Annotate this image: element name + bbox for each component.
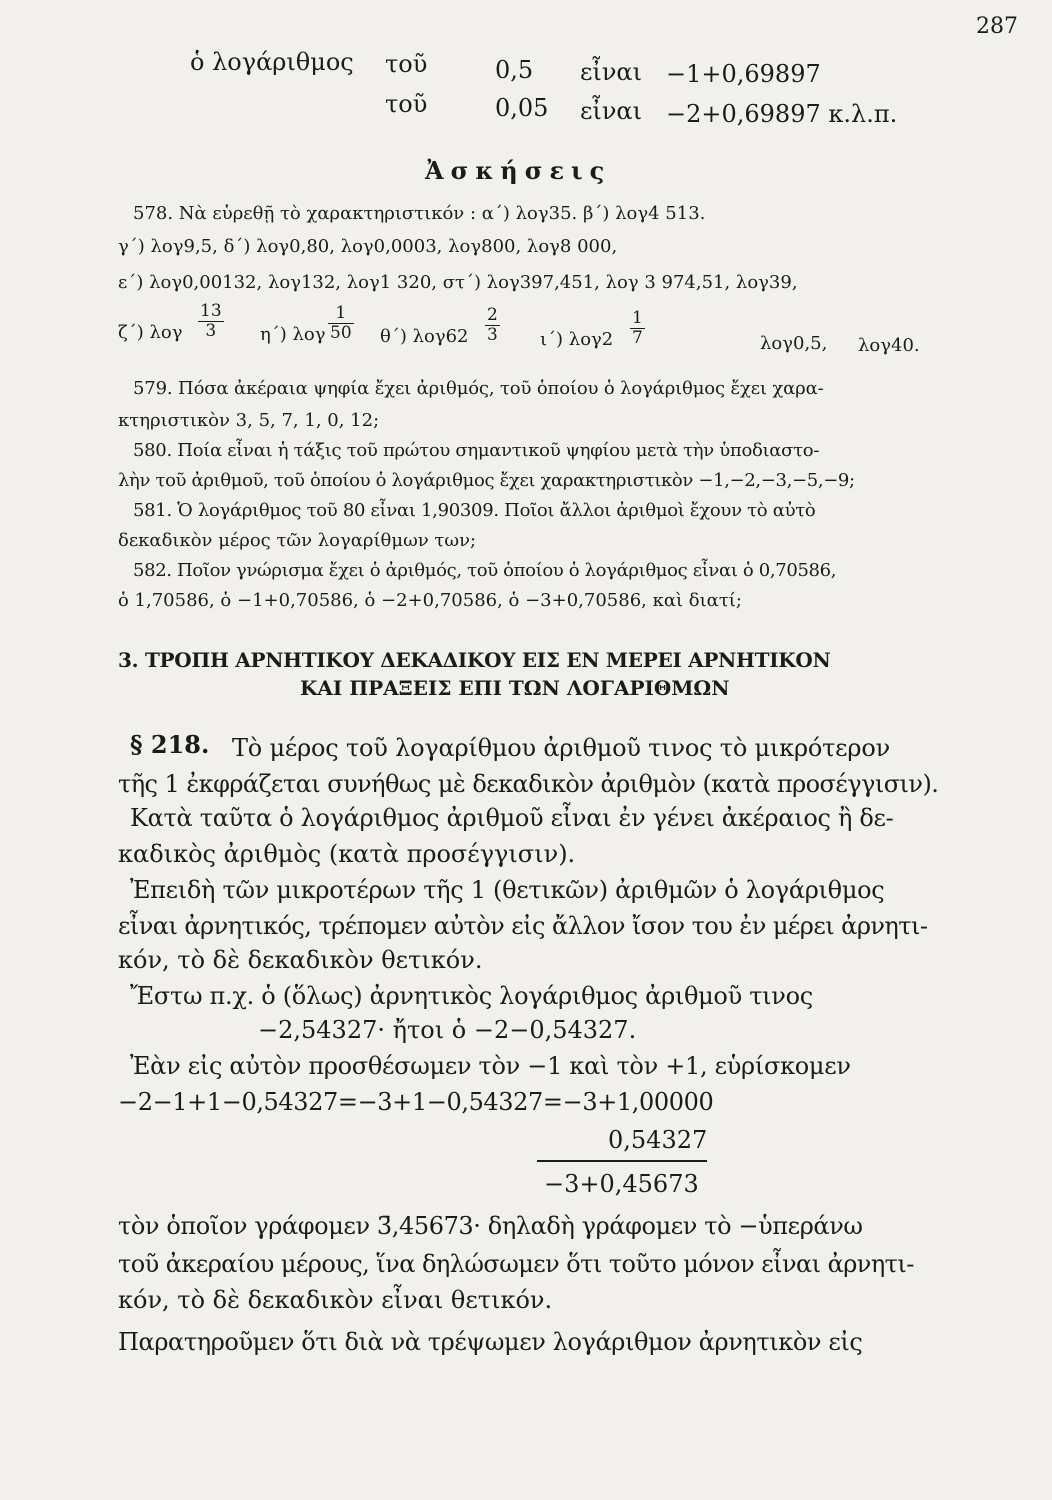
exercise-578-line: ε΄) λογ0,00132, λογ132, λογ1 320, στ΄) λογ397,451, λογ 3 974,51, λογ39, xyxy=(118,272,798,293)
intro-word: τοῦ xyxy=(385,90,428,118)
page-number: 287 xyxy=(976,14,1018,39)
intro-word: εἶναι xyxy=(580,58,643,86)
equation-result: −3+0,45673 xyxy=(544,1170,699,1198)
fraction-numerator: 2 xyxy=(487,305,498,325)
intro-result: −1+0,69897 xyxy=(666,60,821,88)
intro-word: ὁ λογάριθμος xyxy=(190,48,354,76)
exercise-578-item-tail: λογ0,5, xyxy=(760,333,828,354)
body-line: Ἐπειδὴ τῶν μικροτέρων τῆς 1 (θετικῶν) ἀριθμῶν ὁ λογάριθμος xyxy=(130,876,885,904)
equation-line: 0,54327 xyxy=(608,1126,708,1154)
fraction-denominator: 3 xyxy=(487,325,498,345)
exercise-580-line: 580. Ποία εἶναι ἡ τάξις τοῦ πρώτου σημαντικοῦ ψηφίου μετὰ τὴν ὑποδιαστο- xyxy=(133,440,820,461)
sum-rule xyxy=(537,1160,707,1162)
exercise-578-item-zeta: ζ΄) λογ xyxy=(118,322,183,343)
fraction-13-3 xyxy=(198,302,224,341)
exercise-578-item-tail: λογ40. xyxy=(858,335,920,356)
intro-word: τοῦ xyxy=(385,50,428,78)
section-heading: 3. ΤΡΟΠΗ ΑΡΝΗΤΙΚΟΥ ΔΕΚΑΔΙΚΟΥ ΕΙΣ ΕΝ ΜΕΡΕΙ ΑΡΝΗΤΙΚΟΝ xyxy=(118,648,831,672)
intro-value: 0,5 xyxy=(495,56,534,84)
intro-word: εἶναι xyxy=(580,97,643,125)
exercise-578-line: γ΄) λογ9,5, δ΄) λογ0,80, λογ0,0003, λογ800, λογ8 000, xyxy=(118,236,618,257)
exercise-582-line: ὁ 1,70586, ὁ −1+0,70586, ὁ −2+0,70586, ὁ −3+0,70586, καὶ διατί; xyxy=(118,590,742,611)
equation-line: −2−1+1−0,54327=−3+1−0,54327=−3+1,00000 xyxy=(118,1088,714,1116)
body-line: Κατὰ ταῦτα ὁ λογάριθμος ἀριθμοῦ εἶναι ἐν γένει ἀκέραιος ἢ δε- xyxy=(130,804,894,832)
body-line: κόν, τὸ δὲ δεκαδικὸν θετικόν. xyxy=(118,946,483,974)
exercise-578-item-iota: ι΄) λογ2 xyxy=(540,329,614,350)
body-line: καδικὸς ἀριθμὸς (κατὰ προσέγγισιν). xyxy=(118,840,576,868)
body-line: Ἐὰν εἰς αὐτὸν προσθέσωμεν τὸν −1 καὶ τὸν +1, εὑρίσκομεν xyxy=(130,1052,851,1080)
exercise-578-line: 578. Νὰ εὑρεθῇ τὸ χαρακτηριστικόν : α΄) λογ35. β΄) λογ4 513. xyxy=(133,203,706,224)
exercise-579-line: κτηριστικὸν 3, 5, 7, 1, 0, 12; xyxy=(118,410,380,431)
section-heading: ΚΑΙ ΠΡΑΞΕΙΣ ΕΠΙ ΤΩΝ ΛΟΓΑΡΙΘΜΩΝ xyxy=(300,676,730,700)
exercises-title: Ἀσκήσεις xyxy=(425,156,612,185)
body-line: κόν, τὸ δὲ δεκαδικὸν εἶναι θετικόν. xyxy=(118,1286,553,1314)
body-line: −2,54327· ἤτοι ὁ −2−0,54327. xyxy=(258,1016,637,1044)
fraction-denominator: 3 xyxy=(205,321,217,341)
section-number: § 218. xyxy=(130,730,210,759)
fraction-numerator: 1 xyxy=(328,304,354,324)
fraction-denominator: 50 xyxy=(330,323,352,343)
body-line: Τὸ μέρος τοῦ λογαρίθμου ἀριθμοῦ τινος τὸ μικρότερον xyxy=(232,734,890,762)
fraction-1-50 xyxy=(328,304,354,343)
exercise-578-item-eta: η΄) λογ xyxy=(260,324,326,345)
body-line: τῆς 1 ἐκφράζεται συνήθως μὲ δεκαδικὸν ἀριθμὸν (κατὰ προσέγγισιν). xyxy=(118,770,939,798)
exercise-581-line: 581. Ὁ λογάριθμος τοῦ 80 εἶναι 1,90309. Ποῖοι ἄλλοι ἀριθμοὶ ἔχουν τὸ αὐτὸ xyxy=(133,500,816,521)
intro-result: −2+0,69897 κ.λ.π. xyxy=(666,100,898,128)
fraction-numerator: 1 xyxy=(632,308,643,328)
body-line: Παρατηροῦμεν ὅτι διὰ νὰ τρέψωμεν λογάριθμον ἀρνητικὸν εἰς xyxy=(118,1328,863,1356)
fraction-2-3 xyxy=(485,306,500,345)
exercise-579-line: 579. Πόσα ἀκέραια ψηφία ἔχει ἀριθμός, τοῦ ὁποίου ὁ λογάριθμος ἔχει χαρα- xyxy=(133,378,824,399)
exercise-581-line: δεκαδικὸν μέρος τῶν λογαρίθμων των; xyxy=(118,530,477,551)
body-line: τὸν ὁποῖον γράφομεν 3̄,45673· δηλαδὴ γράφομεν τὸ −ὑπεράνω xyxy=(118,1212,863,1240)
exercise-582-line: 582. Ποῖον γνώρισμα ἔχει ὁ ἀριθμός, τοῦ ὁποίου ὁ λογάριθμος εἶναι ὁ 0,70586, xyxy=(133,560,837,581)
body-line: τοῦ ἀκεραίου μέρους, ἵνα δηλώσωμεν ὅτι τοῦτο μόνον εἶναι ἀρνητι- xyxy=(118,1250,914,1278)
exercise-580-line: λὴν τοῦ ἀριθμοῦ, τοῦ ὁποίου ὁ λογάριθμος ἔχει χαρακτηριστικὸν −1,−2,−3,−5,−9; xyxy=(118,470,855,491)
intro-value: 0,05 xyxy=(495,94,549,122)
fraction-1-7 xyxy=(630,309,645,348)
fraction-numerator: 13 xyxy=(200,301,222,321)
body-line: εἶναι ἀρνητικός, τρέπομεν αὐτὸν εἰς ἄλλον ἴσον του ἐν μέρει ἀρνητι- xyxy=(118,912,928,940)
fraction-denominator: 7 xyxy=(632,328,643,348)
body-line: Ἔστω π.χ. ὁ (ὅλως) ἀρνητικὸς λογάριθμος ἀριθμοῦ τινος xyxy=(130,982,813,1010)
exercise-578-item-theta: θ΄) λογ62 xyxy=(380,326,469,347)
